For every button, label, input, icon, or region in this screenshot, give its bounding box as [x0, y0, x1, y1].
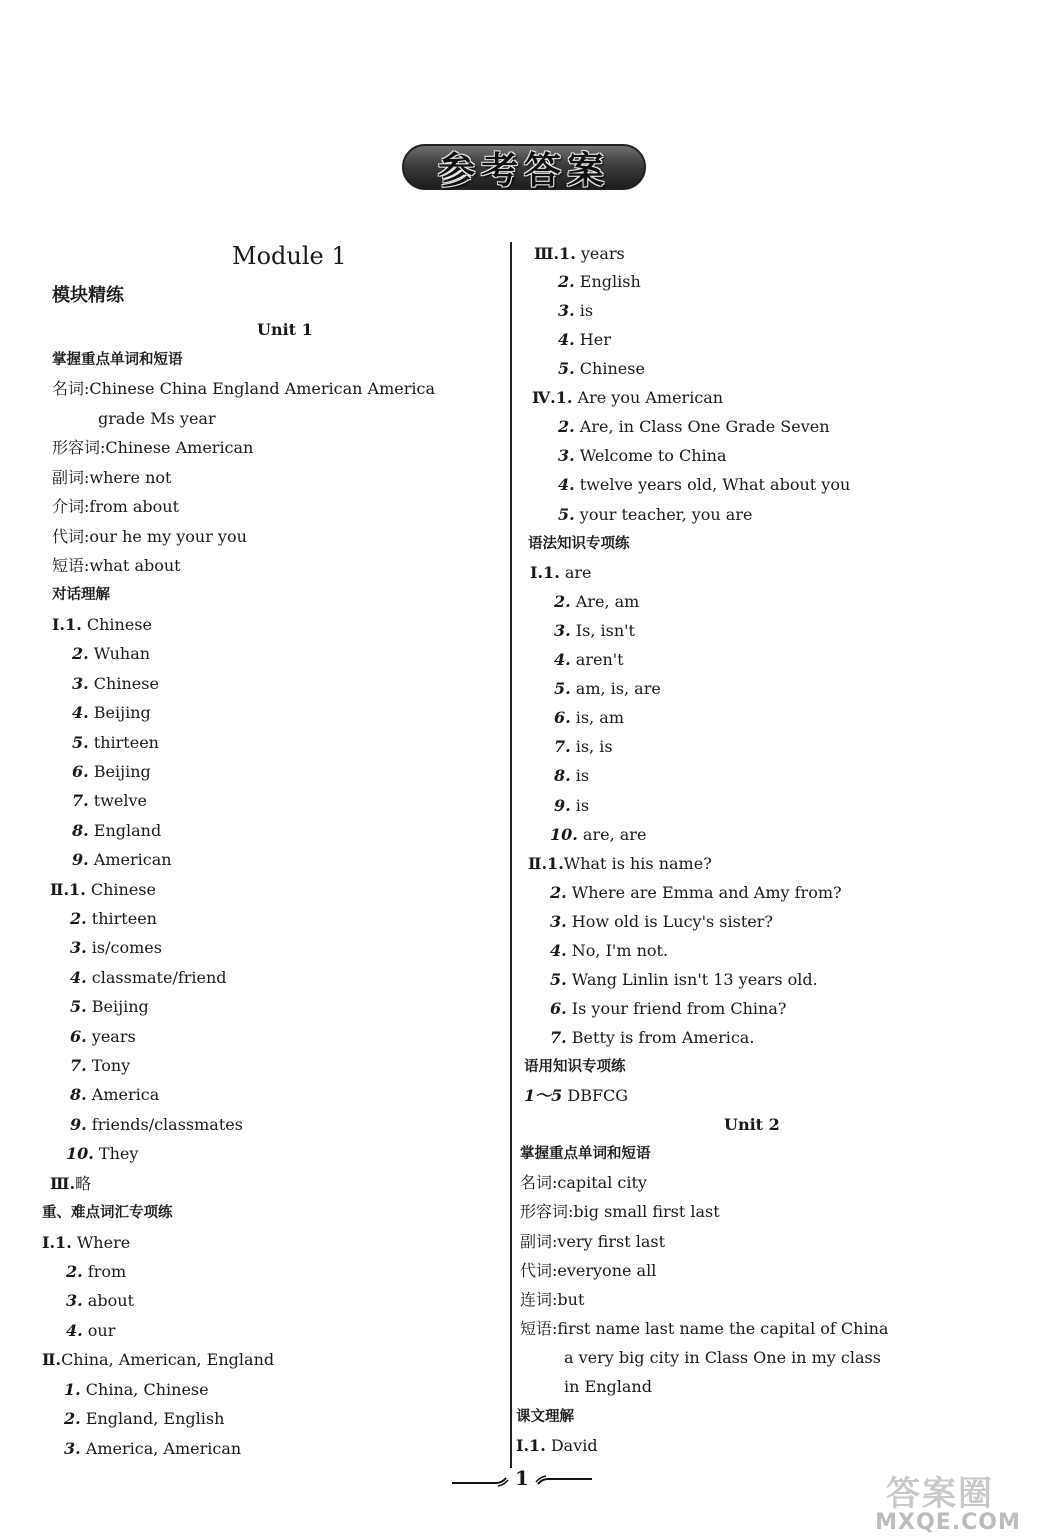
item-number: 4.: [66, 1321, 83, 1340]
answer-line: [72, 850, 172, 870]
answer-text: is/comes: [86, 938, 162, 957]
answer-text: 代词:our he my your you: [52, 527, 247, 546]
answer-text: 形容词:Chinese American: [52, 438, 254, 457]
answer-line: [52, 379, 435, 399]
answer-line: [550, 970, 818, 990]
item-number: Ⅲ.: [50, 1174, 76, 1193]
answer-text: America, American: [80, 1439, 242, 1458]
answer-text: England: [88, 821, 162, 840]
item-number: 5.: [554, 679, 571, 698]
item-number: 8.: [554, 766, 571, 785]
page-number: 1: [515, 1466, 529, 1490]
answer-line: [554, 766, 589, 786]
module-title: Module 1: [232, 242, 347, 270]
answer-line: [550, 1028, 754, 1048]
answer-text: Are, am: [570, 592, 640, 611]
answer-text: is, am: [570, 708, 624, 727]
answer-line: [42, 1233, 130, 1253]
answer-line: [52, 527, 247, 547]
answer-text: Unit 1: [257, 320, 313, 339]
answer-text: Is your friend from China?: [566, 999, 787, 1018]
answer-line: [70, 938, 162, 958]
item-number: 5.: [550, 970, 567, 989]
answer-text: twelve: [88, 791, 148, 810]
answer-line: [70, 1056, 130, 1076]
item-number: 4.: [72, 703, 89, 722]
answer-text: thirteen: [86, 909, 157, 928]
section-heading: [52, 585, 110, 605]
item-number: 4.: [554, 650, 571, 669]
answer-line: [520, 1290, 584, 1310]
answer-line: [554, 737, 613, 757]
answer-line: [554, 796, 589, 816]
answer-line: [564, 1377, 652, 1397]
item-number: 6.: [72, 762, 89, 781]
answer-text: Betty is from America.: [566, 1028, 755, 1047]
answer-text: No, I'm not.: [566, 941, 669, 960]
answer-line: [558, 475, 850, 495]
answer-line: [550, 912, 773, 932]
answer-text: from: [82, 1262, 127, 1281]
answer-text: 副词:very first last: [520, 1232, 666, 1251]
left-ornament-icon: [450, 1474, 510, 1488]
answer-text: 副词:where not: [52, 468, 172, 487]
answer-text: Beijing: [86, 997, 149, 1016]
answer-text: 形容词:big small first last: [520, 1202, 720, 1221]
answer-text: friends/classmates: [86, 1115, 243, 1134]
item-number: 5.: [558, 505, 575, 524]
answer-text: Beijing: [88, 703, 151, 722]
answer-line: [554, 679, 661, 699]
item-number: 8.: [70, 1085, 87, 1104]
answer-line: [50, 880, 156, 900]
item-number: 2.: [70, 909, 87, 928]
item-number: 4.: [558, 330, 575, 349]
item-number: Ⅱ.1.: [50, 880, 86, 899]
answer-line: [558, 272, 641, 292]
column-divider: [510, 242, 512, 1468]
answer-line: [72, 762, 151, 782]
answer-text: Wuhan: [88, 644, 151, 663]
answer-text: our: [82, 1321, 116, 1340]
unit-title: [724, 1115, 780, 1135]
item-number: Ⅱ.1.: [528, 854, 564, 873]
banner-title: 参考答案: [438, 149, 610, 192]
item-number: 2.: [558, 272, 575, 291]
answer-line: [70, 997, 149, 1017]
item-number: 2.: [558, 417, 575, 436]
answer-line: [520, 1319, 888, 1339]
answer-text: about: [82, 1291, 134, 1310]
answer-line: [64, 1380, 209, 1400]
answer-line: [530, 563, 592, 583]
item-number: 2.: [550, 883, 567, 902]
answer-line: [520, 1261, 656, 1281]
answer-text: years: [575, 244, 625, 263]
answer-text: Chinese: [574, 359, 645, 378]
answer-line: [52, 615, 152, 635]
item-number: 6.: [550, 999, 567, 1018]
item-number: Ⅰ.1.: [42, 1233, 72, 1252]
answer-line: [70, 1085, 159, 1105]
answer-line: [50, 1174, 91, 1194]
answer-text: grade Ms year: [98, 409, 216, 428]
answer-line: [52, 556, 181, 576]
item-number: 3.: [554, 621, 571, 640]
answer-text: England, English: [80, 1409, 225, 1428]
watermark-logo: 答案圈: [886, 1474, 994, 1514]
answer-text: Unit 2: [724, 1115, 780, 1134]
item-number: 3.: [72, 674, 89, 693]
answer-text: are: [559, 563, 592, 582]
answer-text: is: [574, 301, 594, 320]
answer-text: Chinese: [88, 674, 159, 693]
answer-line: [558, 417, 830, 437]
answer-text: 语用知识专项练: [524, 1059, 626, 1075]
answer-text: 课文理解: [516, 1409, 574, 1425]
section-heading: [42, 1203, 173, 1223]
answer-line: [72, 821, 161, 841]
item-number: 5.: [558, 359, 575, 378]
answer-line: [70, 1115, 243, 1135]
item-number: 1～5: [524, 1086, 563, 1105]
answer-line: [554, 621, 635, 641]
answer-line: [550, 941, 668, 961]
item-number: 9.: [70, 1115, 87, 1134]
item-number: Ⅲ.1.: [534, 244, 576, 263]
item-number: 9.: [554, 796, 571, 815]
answer-line: [52, 438, 253, 458]
item-number: 1.: [64, 1380, 81, 1399]
answer-text: 模块精练: [52, 285, 124, 306]
answer-text: Is, isn't: [570, 621, 635, 640]
answer-line: [558, 446, 727, 466]
item-number: 7.: [70, 1056, 87, 1075]
unit-title: [257, 320, 313, 340]
item-number: 6.: [70, 1027, 87, 1046]
answer-line: [520, 1202, 720, 1222]
item-number: 5.: [72, 733, 89, 752]
item-number: 7.: [550, 1028, 567, 1047]
answer-line: [70, 909, 157, 929]
answer-text: Are you American: [572, 388, 724, 407]
right-ornament-icon: [534, 1474, 594, 1488]
answer-text: China, American, England: [61, 1350, 275, 1369]
answer-text: Beijing: [88, 762, 151, 781]
answer-line: [64, 1439, 241, 1459]
answer-text: is, is: [570, 737, 613, 756]
answer-line: [98, 409, 216, 429]
answer-line: [52, 497, 179, 517]
answer-line: [554, 592, 639, 612]
answer-text: years: [86, 1027, 136, 1046]
item-number: 3.: [70, 938, 87, 957]
answer-text: 掌握重点单词和短语: [520, 1146, 651, 1162]
answer-text: 名词:capital city: [520, 1173, 647, 1192]
item-number: 4.: [550, 941, 567, 960]
section-heading: [524, 1057, 626, 1077]
answer-line: [66, 1144, 138, 1164]
answer-line: [558, 330, 611, 350]
answer-text: is: [570, 766, 590, 785]
answer-line: [558, 301, 593, 321]
item-number: Ⅱ.: [42, 1350, 62, 1369]
answer-text: Are, in Class One Grade Seven: [574, 417, 830, 436]
answer-text: Where are Emma and Amy from?: [566, 883, 842, 902]
answer-line: [66, 1291, 134, 1311]
answer-text: English: [574, 272, 641, 291]
answer-text: They: [93, 1144, 139, 1163]
section-heading: [52, 350, 183, 370]
answer-text: 略: [75, 1174, 92, 1193]
item-number: 5.: [70, 997, 87, 1016]
answer-text: aren't: [570, 650, 624, 669]
answer-line: [550, 825, 646, 845]
answer-text: 介词:from about: [52, 497, 180, 516]
answer-text: Welcome to China: [574, 446, 727, 465]
answer-text: in England: [564, 1377, 652, 1396]
answer-line: [550, 999, 786, 1019]
answer-text: thirteen: [88, 733, 159, 752]
answer-text: am, is, are: [570, 679, 661, 698]
answer-text: 短语:what about: [52, 556, 181, 575]
answer-line: [550, 883, 842, 903]
answer-text: Wang Linlin isn't 13 years old.: [566, 970, 818, 989]
answer-text: What is his name?: [563, 854, 712, 873]
answer-text: Chinese: [85, 880, 156, 899]
answer-line: [520, 1173, 647, 1193]
answer-line: [554, 650, 624, 670]
answer-text: classmate/friend: [86, 968, 227, 987]
answer-text: America: [86, 1085, 160, 1104]
answer-text: 名词:Chinese China England American America: [52, 379, 436, 398]
answer-text: Tony: [86, 1056, 131, 1075]
answer-line: [72, 703, 151, 723]
item-number: 10.: [66, 1144, 94, 1163]
item-number: 8.: [72, 821, 89, 840]
item-number: 7.: [554, 737, 571, 756]
answer-line: [516, 1436, 598, 1456]
answer-text: Where: [71, 1233, 131, 1252]
item-number: Ⅳ.1.: [532, 388, 573, 407]
watermark: [868, 1466, 1028, 1534]
answer-text: American: [88, 850, 172, 869]
section-heading: [528, 534, 630, 554]
item-number: 3.: [64, 1439, 81, 1458]
answer-line: [72, 733, 159, 753]
answer-text: 短语:first name last name the capital of China: [520, 1319, 889, 1338]
answer-line: [52, 468, 171, 488]
item-number: Ⅰ.1.: [52, 615, 82, 634]
answer-text: Her: [574, 330, 611, 349]
answer-line: [66, 1321, 115, 1341]
answer-line: [554, 708, 624, 728]
answer-text: 代词:everyone all: [520, 1261, 657, 1280]
item-number: 6.: [554, 708, 571, 727]
item-number: 4.: [558, 475, 575, 494]
answer-key-banner: [402, 144, 646, 190]
item-number: 2.: [66, 1262, 83, 1281]
item-number: Ⅰ.1.: [530, 563, 560, 582]
answer-line: [532, 388, 723, 408]
answer-text: How old is Lucy's sister?: [566, 912, 773, 931]
item-number: 3.: [558, 301, 575, 320]
answer-line: [64, 1409, 224, 1429]
answer-text: your teacher, you are: [574, 505, 753, 524]
item-number: 7.: [72, 791, 89, 810]
answer-text: are, are: [577, 825, 647, 844]
answer-line: [524, 1086, 628, 1106]
answer-text: 重、难点词汇专项练: [42, 1205, 173, 1221]
answer-text: David: [545, 1436, 598, 1455]
answer-text: 掌握重点单词和短语: [52, 352, 183, 368]
answer-line: [564, 1348, 881, 1368]
item-number: 10.: [550, 825, 578, 844]
item-number: 3.: [66, 1291, 83, 1310]
answer-line: [66, 1262, 126, 1282]
answer-text: is: [570, 796, 590, 815]
item-number: 2.: [64, 1409, 81, 1428]
answer-text: twelve years old, What about you: [574, 475, 851, 494]
answer-line: [70, 1027, 136, 1047]
answer-line: [70, 968, 227, 988]
item-number: 9.: [72, 850, 89, 869]
section-title: [52, 286, 124, 306]
item-number: 3.: [550, 912, 567, 931]
answer-line: [72, 791, 147, 811]
answer-text: 连词:but: [520, 1290, 585, 1309]
item-number: 3.: [558, 446, 575, 465]
answer-line: [534, 244, 625, 264]
answer-text: China, Chinese: [80, 1380, 209, 1399]
answer-line: [558, 359, 645, 379]
answer-text: 语法知识专项练: [528, 536, 630, 552]
item-number: 4.: [70, 968, 87, 987]
answer-line: [528, 854, 712, 874]
answer-line: [42, 1350, 274, 1370]
answer-text: Chinese: [81, 615, 152, 634]
watermark-site: MXQE.COM: [875, 1510, 1021, 1535]
item-number: Ⅰ.1.: [516, 1436, 546, 1455]
answer-line: [72, 644, 150, 664]
section-heading: [516, 1407, 574, 1427]
answer-text: 对话理解: [52, 587, 110, 603]
item-number: 2.: [72, 644, 89, 663]
answer-line: [72, 674, 159, 694]
answer-text: a very big city in Class One in my class: [564, 1348, 881, 1367]
answer-line: [520, 1232, 665, 1252]
item-number: 2.: [554, 592, 571, 611]
answer-text: DBFCG: [562, 1086, 629, 1105]
section-heading: [520, 1144, 651, 1164]
answer-line: [558, 505, 752, 525]
